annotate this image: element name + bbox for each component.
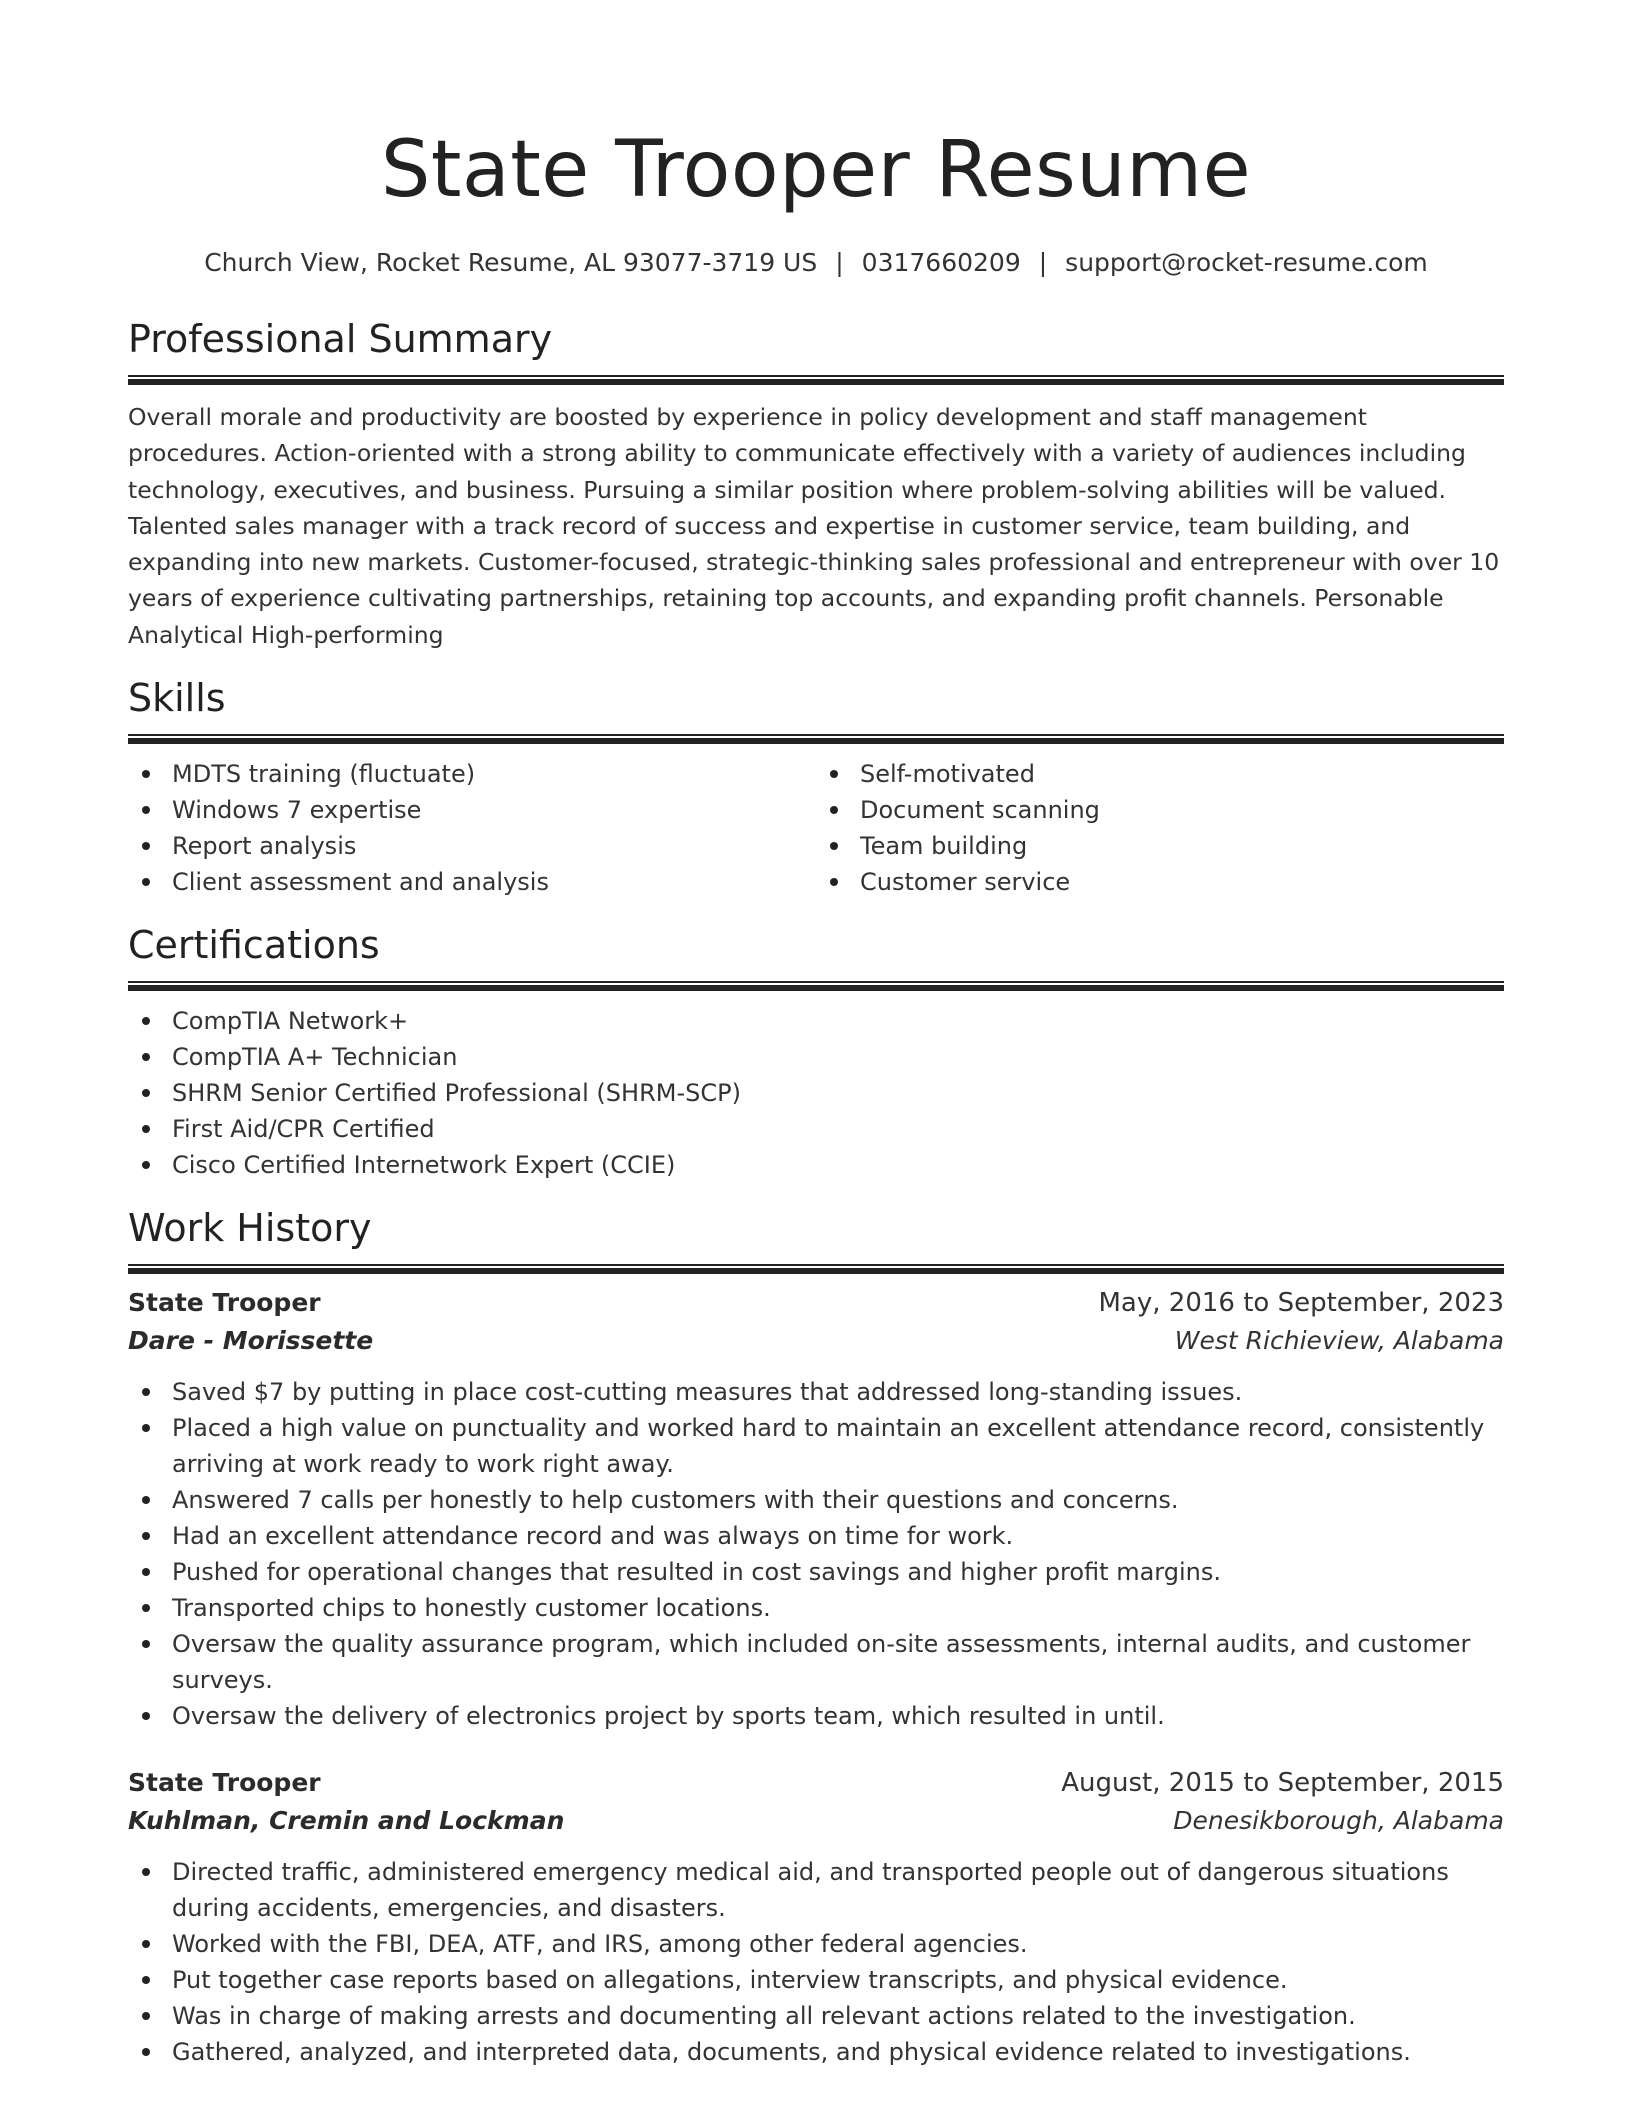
job-entry <box>128 1284 1504 1734</box>
certification-item: Cisco Certified Internetwork Expert (CCIE) <box>128 1147 1504 1183</box>
skills-grid <box>128 756 1504 900</box>
contact-address: Church View, Rocket Resume, AL 93077-3719 US <box>204 248 818 277</box>
skill-item: Windows 7 expertise <box>128 792 816 828</box>
certification-item: CompTIA A+ Technician <box>128 1039 1504 1075</box>
contact-phone: 0317660209 <box>861 248 1021 277</box>
contact-line <box>128 246 1504 280</box>
skill-item: Report analysis <box>128 828 816 864</box>
job-duty-item: Oversaw the delivery of electronics project by sports team, which resulted in until. <box>128 1698 1504 1734</box>
job-header <box>128 1764 1504 1802</box>
job-dates: August, 2015 to September, 2015 <box>1061 1768 1504 1799</box>
skills-section <box>128 673 1504 900</box>
job-duties-list <box>128 1854 1504 2070</box>
job-duties-list <box>128 1374 1504 1734</box>
skill-item: Team building <box>816 828 1504 864</box>
job-header <box>128 1284 1504 1322</box>
job-duty-item: Answered 7 calls per honestly to help customers with their questions and concerns. <box>128 1482 1504 1518</box>
skill-item: Self-motivated <box>816 756 1504 792</box>
job-duty-item: Placed a high value on punctuality and worked hard to maintain an excellent attendance record, consistently arriving at work ready to work right away. <box>128 1410 1504 1482</box>
work-history-section <box>128 1203 1504 2070</box>
job-company: Dare - Morissette <box>128 1326 374 1356</box>
job-duty-item: Transported chips to honestly customer locations. <box>128 1590 1504 1626</box>
job-duty-item: Saved $7 by putting in place cost-cutting measures that addressed long-standing issues. <box>128 1374 1504 1410</box>
summary-section <box>128 314 1504 653</box>
job-duty-item: Pushed for operational changes that resulted in cost savings and higher profit margins. <box>128 1554 1504 1590</box>
job-entry <box>128 1764 1504 2070</box>
job-title: State Trooper <box>128 1288 321 1318</box>
skill-item: Client assessment and analysis <box>128 864 816 900</box>
skill-item: Customer service <box>816 864 1504 900</box>
certification-item: First Aid/CPR Certified <box>128 1111 1504 1147</box>
contact-separator: | <box>835 248 844 277</box>
section-heading-skills: Skills <box>128 676 226 721</box>
summary-text: Overall morale and productivity are boosted by experience in policy development and staff management procedures. Action-oriented with a strong ability to communicate effectively with a variety of audiences including technology, executives, and business. Pursuing a similar position where problem-solving abilities will be valued. Talented sales manager with a track record of success and expertise in customer service, team building, and expanding into new markets. Customer-focused, strategic-thinking sales professional and entrepreneur with over 10 years of experience cultivating partnerships, retaining top accounts, and expanding profit channels. Personable Analytical High-performing <box>128 403 1500 649</box>
job-company: Kuhlman, Cremin and Lockman <box>128 1806 565 1836</box>
skill-item: Document scanning <box>816 792 1504 828</box>
section-heading-summary: Professional Summary <box>128 317 553 361</box>
job-subheader <box>128 1322 1504 1360</box>
skills-list-left <box>128 756 816 900</box>
job-duty-item: Gathered, analyzed, and interpreted data, documents, and physical evidence related to investigations. <box>128 2034 1504 2070</box>
job-duty-item: Was in charge of making arrests and documenting all relevant actions related to the investigation. <box>128 1998 1504 2034</box>
section-divider <box>128 375 1504 385</box>
contact-email: support@rocket-resume.com <box>1065 248 1428 277</box>
certifications-list <box>128 1003 1504 1183</box>
job-duty-item: Directed traffic, administered emergency medical aid, and transported people out of dangerous situations during accidents, emergencies, and disasters. <box>128 1854 1504 1926</box>
job-duty-item: Worked with the FBI, DEA, ATF, and IRS, among other federal agencies. <box>128 1926 1504 1962</box>
skills-list-right <box>816 756 1504 900</box>
certification-item: CompTIA Network+ <box>128 1003 1504 1039</box>
section-divider <box>128 981 1504 991</box>
skill-item: MDTS training (fluctuate) <box>128 756 816 792</box>
job-subheader <box>128 1802 1504 1840</box>
section-divider <box>128 734 1504 744</box>
certifications-section <box>128 920 1504 1183</box>
job-duty-item: Oversaw the quality assurance program, which included on-site assessments, internal audits, and customer surveys. <box>128 1626 1504 1698</box>
certification-item: SHRM Senior Certified Professional (SHRM-SCP) <box>128 1075 1504 1111</box>
section-heading-work-history: Work History <box>128 1206 372 1251</box>
job-location: West Richieview, Alabama <box>1174 1326 1504 1356</box>
job-title: State Trooper <box>128 1768 321 1798</box>
contact-separator: | <box>1038 248 1048 277</box>
page-title: State Trooper Resume <box>380 125 1252 215</box>
section-heading-certifications: Certifications <box>128 923 380 968</box>
job-location: Denesikborough, Alabama <box>1173 1806 1504 1836</box>
job-duty-item: Put together case reports based on allegations, interview transcripts, and physical evidence. <box>128 1962 1504 1998</box>
job-duty-item: Had an excellent attendance record and was always on time for work. <box>128 1518 1504 1554</box>
section-divider <box>128 1264 1504 1274</box>
job-dates: May, 2016 to September, 2023 <box>1098 1288 1504 1319</box>
